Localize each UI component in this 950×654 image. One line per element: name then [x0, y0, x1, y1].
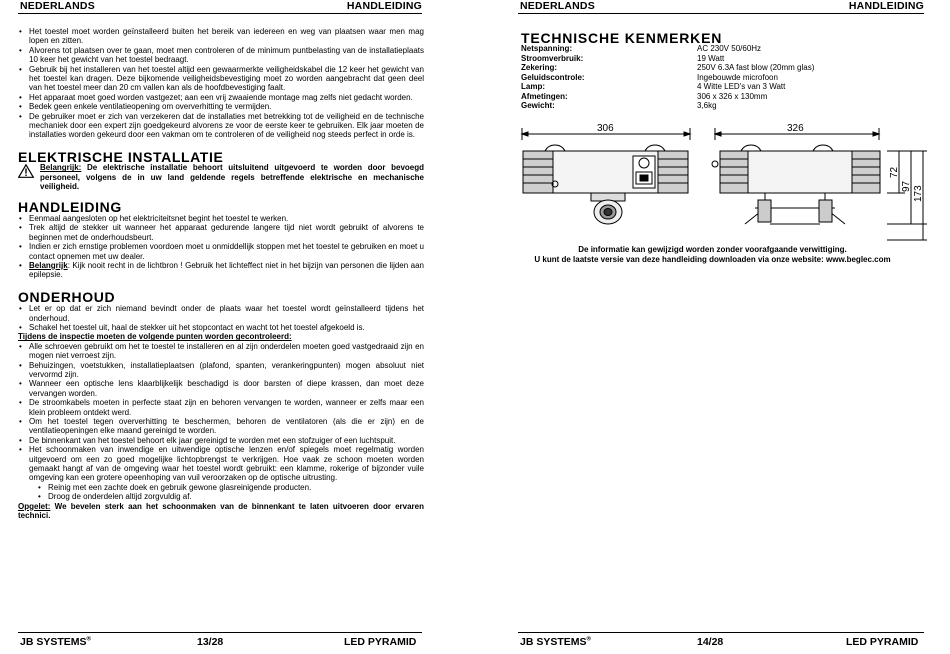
maintenance-final-note — [18, 502, 424, 521]
list-item: • Trek altijd de stekker uit wanneer het apparaat gedurende langere tijd niet wordt gebruikt of alvorens te beginnen met de onderhoudsbeurt. — [18, 223, 424, 242]
spec-label: Zekering: — [521, 63, 558, 72]
list-item: • Eenmaal aangesloten op het elektriciteitsnet begint het toestel te werken. — [18, 214, 424, 223]
header-rule — [18, 13, 422, 14]
left-content — [18, 27, 424, 521]
spec-row — [521, 101, 814, 111]
registered-mark: ® — [86, 636, 91, 643]
list-item: • De gebruiker moet er zich van verzekeren dat de installaties met betrekking tot de veiligheid en de technische mechaniek door een expert zijn goedgekeurd alvorens ze voor de eerste keer te gebruiken. Elk jaar moeten de installaties worden gekeurd door een vakman om te controleren of de veiligheid nog steeds perfect in orde is. — [18, 112, 424, 140]
spec-value: 19 Watt — [697, 53, 725, 63]
spec-value: 250V 6.3A fast blow (20mm glas) — [697, 63, 815, 72]
product-dimension-drawing — [515, 118, 935, 243]
spec-value: 306 x 326 x 130mm — [697, 91, 768, 101]
header-language: NEDERLANDS — [520, 0, 595, 12]
footer-brand — [20, 636, 91, 648]
list-item: • Reinig met een zachte doek en gebruik gewone glasreinigende producten. — [18, 483, 424, 492]
list-item: • De binnenkant van het toestel behoort elk jaar gereinigd te worden met een stofzuiger of een luchtspuit. — [18, 436, 424, 445]
footer-brand — [520, 636, 591, 648]
header-manual: HANDLEIDING — [848, 0, 924, 12]
electrical-warning — [18, 163, 424, 191]
section-title-manual: HANDLEIDING — [18, 198, 122, 215]
notice-block — [475, 245, 950, 265]
spec-value: Ingebouwde microfoon — [697, 72, 778, 82]
footer-rule — [518, 632, 924, 633]
inspection-bullet-list — [18, 342, 424, 483]
list-item — [18, 261, 424, 280]
list-item: • Let er op dat er zich niemand bevindt onder de plaats waar het toestel wordt geïnstalleerd tijdens het onderhoud. — [18, 304, 424, 323]
footer-brand-text: JB SYSTEMS — [520, 636, 587, 648]
spec-row — [521, 54, 814, 64]
spec-label: Netspanning: — [521, 44, 573, 53]
header-manual: HANDLEIDING — [346, 0, 422, 12]
spec-row — [521, 63, 814, 73]
spec-row — [521, 73, 814, 83]
inspection-heading: Tijdens de inspectie moeten de volgende punten worden gecontroleerd: — [18, 332, 292, 342]
intro-bullet-list — [18, 27, 424, 140]
list-item: • Indien er zich ernstige problemen voordoen moet u onmiddellijk stoppen met het toestel te gebruiken en moet u contact opnemen met uw dealer. — [18, 242, 424, 261]
list-item: • Het toestel moet worden geïnstalleerd buiten het bereik van iedereen en weg van plaatsen waar men mag lopen en zitten. — [18, 27, 424, 46]
manual-last-bullet-list — [18, 261, 424, 280]
spec-row — [521, 82, 814, 92]
header-rule — [518, 13, 924, 14]
dimension-height-72: 72 — [889, 166, 900, 178]
spec-label: Lamp: — [521, 82, 545, 91]
dimension-width-front: 306 — [597, 123, 614, 134]
list-item: • Wanneer een optische lens klaarblijkelijk beschadigd is door barsten of diepe krassen, dan moet deze vervangen worden. — [18, 379, 424, 398]
manual-important-text: : Kijk nooit recht in de lichtbron ! Gebruik het lichteffect niet in het bijzijn van personen die lijden aan epilepsie. — [29, 260, 424, 280]
manual-bullet-list — [18, 214, 424, 261]
spec-value: 3,6kg — [697, 101, 717, 110]
warning-triangle-icon — [18, 164, 34, 178]
section-title-electrical: ELEKTRISCHE INSTALLATIE — [18, 148, 224, 165]
list-item: • Bedek geen enkele ventilatieopening om oververhitting te vermijden. — [18, 102, 424, 111]
spec-row — [521, 44, 814, 54]
spec-label: Stroomverbruik: — [521, 53, 584, 63]
spec-value: AC 230V 50/60Hz — [697, 44, 762, 53]
spec-label: Gewicht: — [521, 101, 555, 110]
final-note-label: Opgelet: — [18, 501, 51, 511]
maintenance-bullet-list — [18, 304, 424, 332]
spec-row — [521, 92, 814, 102]
footer-product: LED PYRAMID — [344, 636, 417, 648]
list-item: • Het schoonmaken van inwendige en uitwendige optische lenzen en/of spiegels moet regelmatig worden uitgevoerd om een zo goed mogelijke lichtopbrengst te verkrijgen. Hoe vaak ze schoon moeten worden gemaakt hangt af van de omgeving waar het toestel wordt gebruikt: een klamme, rokerige of bijzonder vuile omgeving kan een grotere opeenhoping van vuil veroorzaken op de optische uitrusting. — [18, 445, 424, 483]
registered-mark: ® — [586, 636, 591, 643]
front-view — [522, 128, 690, 224]
notice-download: U kunt de laatste versie van deze handleiding downloaden via onze website: www.beglec.com — [534, 255, 891, 264]
list-item: • Alvorens tot plaatsen over te gaan, moet men controleren of de minimum puntbelasting van de installatieplaats 10 keer het gewicht van het toestel bedraagt. — [18, 46, 424, 65]
section-title-specs: TECHNISCHE KENMERKEN — [521, 30, 723, 46]
spec-label: Afmetingen: — [521, 91, 568, 101]
electrical-warning-text: De elektrische installatie behoort uitsluitend uitgevoerd te worden door bevoegd personeel, volgens de in uw land geldende regels betreffende elektrische en mechanische veiligheid. — [40, 163, 424, 192]
cleaning-sub-list — [18, 483, 424, 502]
final-note-text: We bevelen sterk aan het schoonmaken van de binnenkant te laten uitvoeren door ervaren technici. — [18, 501, 424, 521]
footer-rule — [18, 632, 422, 633]
list-item: • Droog de onderdelen altijd zorgvuldig af. — [18, 492, 424, 501]
list-item: • Gebruik bij het installeren van het toestel altijd een gewaarmerkte veiligheidskabel die 12 keer het gewicht van het toestel kan dragen. Deze bijkomende veiligheidsbevestiging moet zo worden aangebracht dat geen deel van het toestel meer dan 20 cm vallen kan als de hoofdbevestiging faalt. — [18, 65, 424, 93]
dimension-height-173: 173 — [913, 185, 924, 202]
notice-change: De informatie kan gewijzigd worden zonder voorafgaande verwittiging. — [578, 245, 847, 254]
footer-page-number: 13/28 — [197, 636, 224, 648]
header-language: NEDERLANDS — [20, 0, 95, 12]
list-item: • Behuizingen, voetstukken, installatieplaatsen (plafond, spanten, verankeringpunten) mogen absoluut niet vervormd zijn. — [18, 361, 424, 380]
spec-value: 4 Witte LED's van 3 Watt — [697, 82, 786, 91]
section-title-maintenance: ONDERHOUD — [18, 288, 116, 305]
footer-product: LED PYRAMID — [846, 636, 919, 648]
dimension-width-side: 326 — [787, 123, 804, 134]
dimension-height-97: 97 — [901, 180, 912, 192]
list-item: • Alle schroeven gebruikt om het te toestel te installeren en al zijn onderdelen moeten goed vastgedraaid zijn en mogen niet verroest zijn. — [18, 342, 424, 361]
manual-important-label: Belangrijk — [29, 260, 68, 270]
list-item: • De stroomkabels moeten in perfecte staat zijn en behoren vervangen te worden, wanneer er zelfs maar een klein probleem ontdekt werd. — [18, 398, 424, 417]
electrical-warning-label: Belangrijk: — [40, 163, 82, 173]
spec-table — [521, 44, 814, 111]
footer-page-number: 14/28 — [697, 636, 724, 648]
side-view — [712, 128, 927, 240]
list-item: • Om het toestel tegen oververhitting te beschermen, behoren de ventilatoren (als die er zijn) en de ventilatieopeningen elke maand gereinigd te worden. — [18, 417, 424, 436]
footer-brand-text: JB SYSTEMS — [20, 636, 87, 648]
list-item: • Schakel het toestel uit, haal de stekker uit het stopcontact en wacht tot het toestel afgekoeld is. — [18, 323, 424, 332]
spec-label: Geluidscontrole: — [521, 72, 585, 82]
list-item: • Het apparaat moet goed worden vastgezet; aan een vrij zwaaiende montage mag zelfs niet gedacht worden. — [18, 93, 424, 102]
